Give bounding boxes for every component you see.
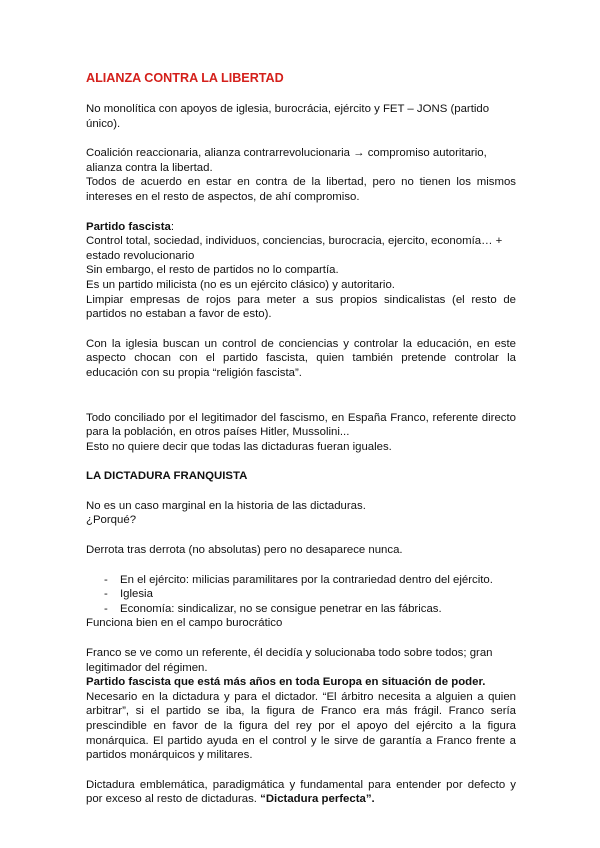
paragraph-coalicion: Coalición reaccionaria, alianza contrarrevolucionaria → compromiso autoritario, alianza contra la libertad. (86, 147, 487, 174)
fascista-heading: Partido fascista (86, 220, 171, 233)
paragraph-emblematica (86, 778, 516, 807)
document-page (86, 70, 516, 807)
paragraph-no-marginal: No es un caso marginal en la historia de las dictaduras. (86, 499, 366, 512)
fascista-heading-line (86, 220, 516, 235)
emblematica-text: Dictadura emblemática, paradigmática y fundamental para entender por defecto y por exceso al resto de dictaduras. (86, 778, 516, 806)
fascista-colon: : (170, 220, 175, 233)
fascista-line-control: Control total, sociedad, individuos, conciencias, burocracia, ejercito, economía… + estado revolucionario (86, 235, 503, 262)
fascista-line-sin-embargo: Sin embargo, el resto de partidos no lo compartía. (86, 264, 339, 277)
paragraph-partido-mas-anos: Partido fascista que está más años en toda Europa en situación de poder. (86, 676, 486, 689)
document-title: ALIANZA CONTRA LA LIBERTAD (86, 71, 284, 85)
fascista-line-limpiar: Limpiar empresas de rojos para meter a sus propios sindicalistas (el resto de partidos no estaban a favor de esto). (86, 293, 516, 321)
list-item-economia: - Economía: sindicalizar, no se consigue penetrar en las fábricas. (86, 602, 516, 617)
paragraph-porque: ¿Porqué? (86, 514, 137, 527)
paragraph-apoyos: No monolítica con apoyos de iglesia, burocrácia, ejército y FET – JONS (partido único). (86, 103, 490, 130)
fascista-line-milicista: Es un partido milicista (no es un ejército clásico) y autoritario. (86, 278, 395, 291)
section-heading-dictadura-franquista: LA DICTADURA FRANQUISTA (86, 470, 248, 483)
paragraph-derrota: Derrota tras derrota (no absolutas) pero no desaparece nunca. (86, 544, 403, 557)
dictadura-perfecta: “Dictadura perfecta”. (260, 793, 375, 806)
paragraph-franco-referente: Franco se ve como un referente, él decidía y solucionaba todo sobre todos; gran legitimador del régimen. (86, 647, 493, 674)
paragraph-conciliado: Todo conciliado por el legitimador del fascismo, en España Franco, referente directo para la población, en otros países Hitler, Mussolini... (86, 411, 516, 439)
paragraph-burocratico: Funciona bien en el campo burocrático (86, 617, 283, 630)
paragraph-no-iguales: Esto no quiere decir que todas las dictaduras fueran iguales. (86, 440, 392, 453)
paragraph-iglesia: Con la iglesia buscan un control de conciencias y controlar la educación, en este aspecto chocan con el partido fascista, quien también pretende controlar la educación con su propia “religión fascista”. (86, 337, 516, 379)
list-item-iglesia: - Iglesia (86, 587, 516, 602)
dash-list (86, 573, 516, 617)
paragraph-arbitro: Necesario en la dictadura y para el dictador. “El árbitro necesita a alguien a quien arbitrar”, si el partido se iba, la figura de Franco era más frágil. Franco sería prescindible en favor de la figura del rey por el apoyo del ejército a la figura monárquica. El partido ayuda en el control y le sirve de garantía a Franco frente a partidos monárquicos y militares. (86, 690, 516, 762)
list-item-ejercito: - En el ejército: milicias paramilitares por la contrariedad dentro del ejército. (86, 573, 516, 588)
paragraph-acuerdo: Todos de acuerdo en estar en contra de la libertad, pero no tienen los mismos intereses en el resto de aspectos, de ahí compromiso. (86, 176, 516, 203)
